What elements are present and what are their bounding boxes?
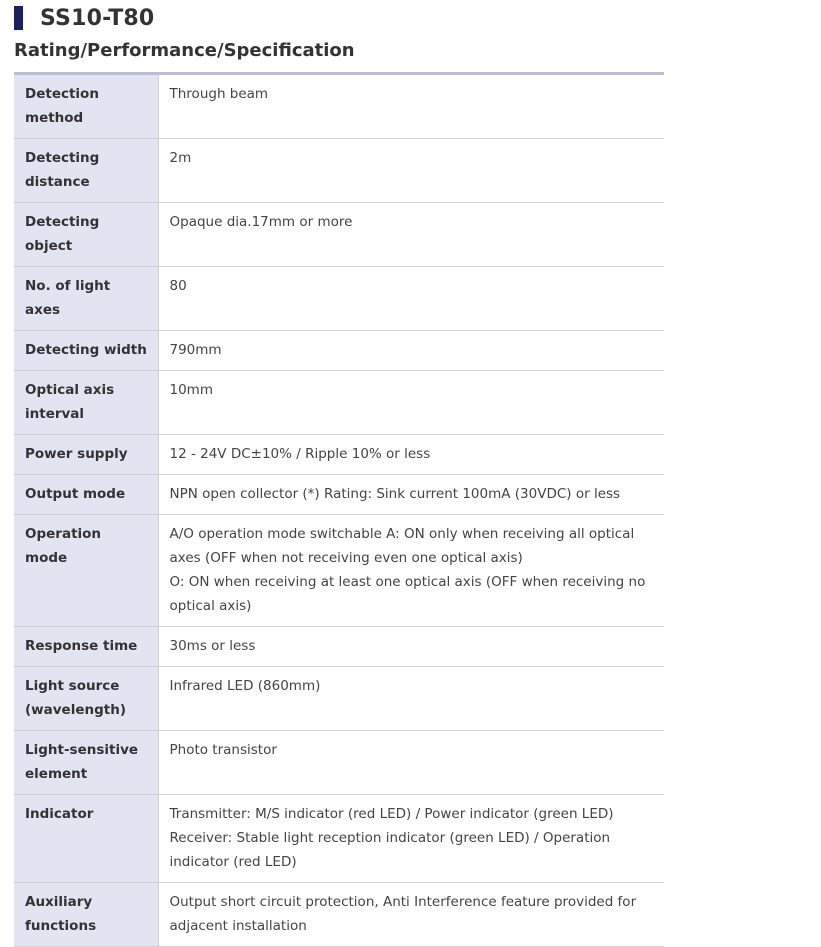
specification-table-body: [14, 75, 664, 947]
spec-value: [158, 475, 664, 515]
spec-value-line: 12 - 24V DC±10% / Ripple 10% or less: [169, 446, 431, 462]
spec-value: [158, 267, 664, 331]
spec-row: [14, 667, 664, 731]
spec-value: [158, 435, 664, 475]
spec-value: [158, 883, 664, 947]
spec-label: Detecting distance: [14, 139, 158, 203]
spec-row: [14, 731, 664, 795]
spec-value: [158, 667, 664, 731]
spec-row: [14, 75, 664, 139]
spec-value: [158, 515, 664, 627]
spec-value-line: Output short circuit protection, Anti Interference feature provided for adjacent installation: [169, 894, 637, 934]
spec-value-line: Transmitter: M/S indicator (red LED) / Power indicator (green LED): [169, 806, 614, 822]
spec-value-line: 2m: [169, 150, 192, 166]
spec-label: Auxiliary functions: [14, 883, 158, 947]
spec-label: Output mode: [14, 475, 158, 515]
spec-value: [158, 731, 664, 795]
spec-label: No. of light axes: [14, 267, 158, 331]
spec-value-line: Opaque dia.17mm or more: [169, 214, 353, 230]
title-accent-bar: [14, 6, 23, 30]
spec-value: [158, 203, 664, 267]
spec-value-line: 790mm: [169, 342, 222, 358]
spec-row: [14, 883, 664, 947]
spec-label: Light-sensitive element: [14, 731, 158, 795]
spec-row: [14, 475, 664, 515]
specification-table: [14, 75, 664, 947]
spec-row: [14, 795, 664, 883]
spec-row: [14, 331, 664, 371]
spec-value-line: Infrared LED (860mm): [169, 678, 321, 694]
spec-value: [158, 75, 664, 139]
spec-value-line: Through beam: [169, 86, 269, 102]
spec-value-line: O: ON when receiving at least one optical axis (OFF when receiving no optical axis): [169, 574, 646, 614]
product-title: SS10-T80: [40, 5, 155, 31]
spec-value-line: Photo transistor: [169, 742, 277, 758]
spec-value-line: A/O operation mode switchable A: ON only when receiving all optical axes (OFF when not receiving even one optical axis): [169, 526, 635, 566]
spec-value-line: 30ms or less: [169, 638, 256, 654]
spec-label: Detecting object: [14, 203, 158, 267]
spec-value: [158, 139, 664, 203]
spec-value-line: 10mm: [169, 382, 213, 398]
spec-value: [158, 627, 664, 667]
spec-row: [14, 435, 664, 475]
spec-value: [158, 331, 664, 371]
spec-value-line: 80: [169, 278, 187, 294]
spec-label: Light source (wavelength): [14, 667, 158, 731]
spec-row: [14, 139, 664, 203]
spec-value-line: Receiver: Stable light reception indicator (green LED) / Operation indicator (red LED): [169, 830, 611, 870]
spec-value-line: NPN open collector (*) Rating: Sink current 100mA (30VDC) or less: [169, 486, 621, 502]
spec-value: [158, 371, 664, 435]
product-title-row: [14, 4, 154, 32]
spec-row: [14, 203, 664, 267]
spec-label: Operation mode: [14, 515, 158, 627]
spec-row: [14, 627, 664, 667]
spec-label: Response time: [14, 627, 158, 667]
spec-row: [14, 515, 664, 627]
spec-label: Power supply: [14, 435, 158, 475]
section-title: Rating/Performance/Specification: [14, 40, 355, 61]
spec-value: [158, 795, 664, 883]
spec-row: [14, 371, 664, 435]
spec-label: Detecting width: [14, 331, 158, 371]
spec-row: [14, 267, 664, 331]
spec-label: Indicator: [14, 795, 158, 883]
spec-label: Detection method: [14, 75, 158, 139]
spec-label: Optical axis interval: [14, 371, 158, 435]
